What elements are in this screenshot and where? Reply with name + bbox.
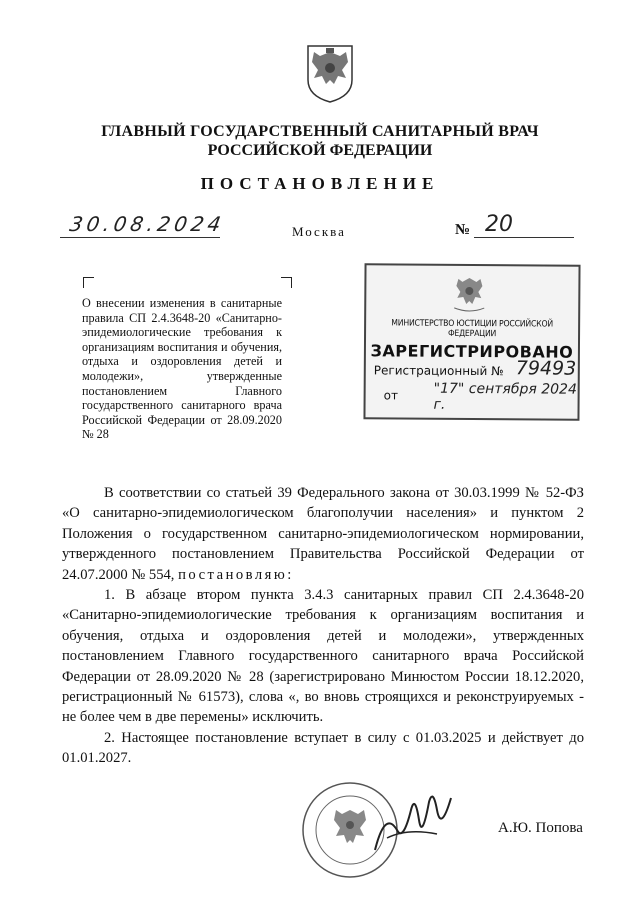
item-2-paragraph: 2. Настоящее постановление вступает в силу с 01.03.2025 и действует до 01.01.2027. xyxy=(62,729,584,767)
preamble-text: В соответствии со статьей 39 Федерального закона от 30.03.1999 № 52-ФЗ «О санитарно-эпидемиологическом благополучии населения» и пунктом 2 Положения о государственном санитарно-эпидемиологическом нормировании, утвержденного постановлением Правительства Российской Федерации от 24.07.2000 № 554, xyxy=(62,485,584,583)
handwritten-number: 20 xyxy=(485,212,513,237)
date-underline xyxy=(60,237,220,238)
issuer-title: ГЛАВНЫЙ ГОСУДАРСТВЕННЫЙ САНИТАРНЫЙ ВРАЧ xyxy=(101,123,539,140)
number-label: № xyxy=(455,222,471,238)
document-type: ПОСТАНОВЛЕНИЕ xyxy=(200,174,440,193)
stamp-date-value xyxy=(434,381,578,414)
stamp-emblem-icon xyxy=(450,274,488,314)
bracket-top-left xyxy=(83,277,94,288)
stamp-number-label: Регистрационный № xyxy=(373,363,504,379)
stamp-number-value: 79493 xyxy=(515,357,577,380)
preamble-paragraph xyxy=(62,483,584,585)
stamp-ministry: МИНИСТЕРСТВО ЮСТИЦИИ РОССИЙСКОЙ ФЕДЕРАЦИИ xyxy=(391,318,553,340)
signature-icon xyxy=(367,780,457,870)
stamp-date-suffix: г. xyxy=(433,396,446,413)
city: Москва xyxy=(292,224,346,239)
bracket-top-right xyxy=(281,277,292,288)
registration-stamp xyxy=(363,263,580,421)
stamp-date-handwritten: "17" сентября 2024 xyxy=(433,380,577,398)
issuer-subtitle: РОССИЙСКОЙ ФЕДЕРАЦИИ xyxy=(207,142,433,159)
stamp-date-prefix: от xyxy=(383,388,399,403)
stamp-date xyxy=(384,388,398,402)
number-underline xyxy=(474,237,574,238)
stamp-status: ЗАРЕГИСТРИРОВАНО xyxy=(370,341,574,362)
signer-name: А.Ю. Попова xyxy=(498,820,583,836)
document-subject: О внесении изменения в санитарные правила СП 2.4.3648-20 «Санитарно-эпидемиологические требования к организациям воспитания и обучения, отдыха и оздоровления детей и молодежи», утвержденные постановлением Главного государственного санитарного врача Российской Федерации от 28.09.2020 № 28 xyxy=(82,296,282,442)
document-body xyxy=(62,483,584,769)
coat-of-arms-icon xyxy=(300,40,360,104)
item-1-paragraph: 1. В абзаце втором пункта 3.4.3 санитарных правил СП 2.4.3648-20 «Санитарно-эпидемиологические требования к организациям воспитания и обучения, отдыха и оздоровления детей и молодежи», утвержденных постановлением Главного государственного санитарного врача Российской Федерации от 28.09.2020 № 28 (зарегистрировано Минюстом России 18.12.2020, регистрационный № 61573), слова «, во вновь строящихся и реконструируемых - не более чем в две перемены» исключить. xyxy=(62,587,584,726)
handwritten-date: 30.08.2024 xyxy=(67,212,227,236)
resolve-word: постановляю: xyxy=(178,566,294,583)
